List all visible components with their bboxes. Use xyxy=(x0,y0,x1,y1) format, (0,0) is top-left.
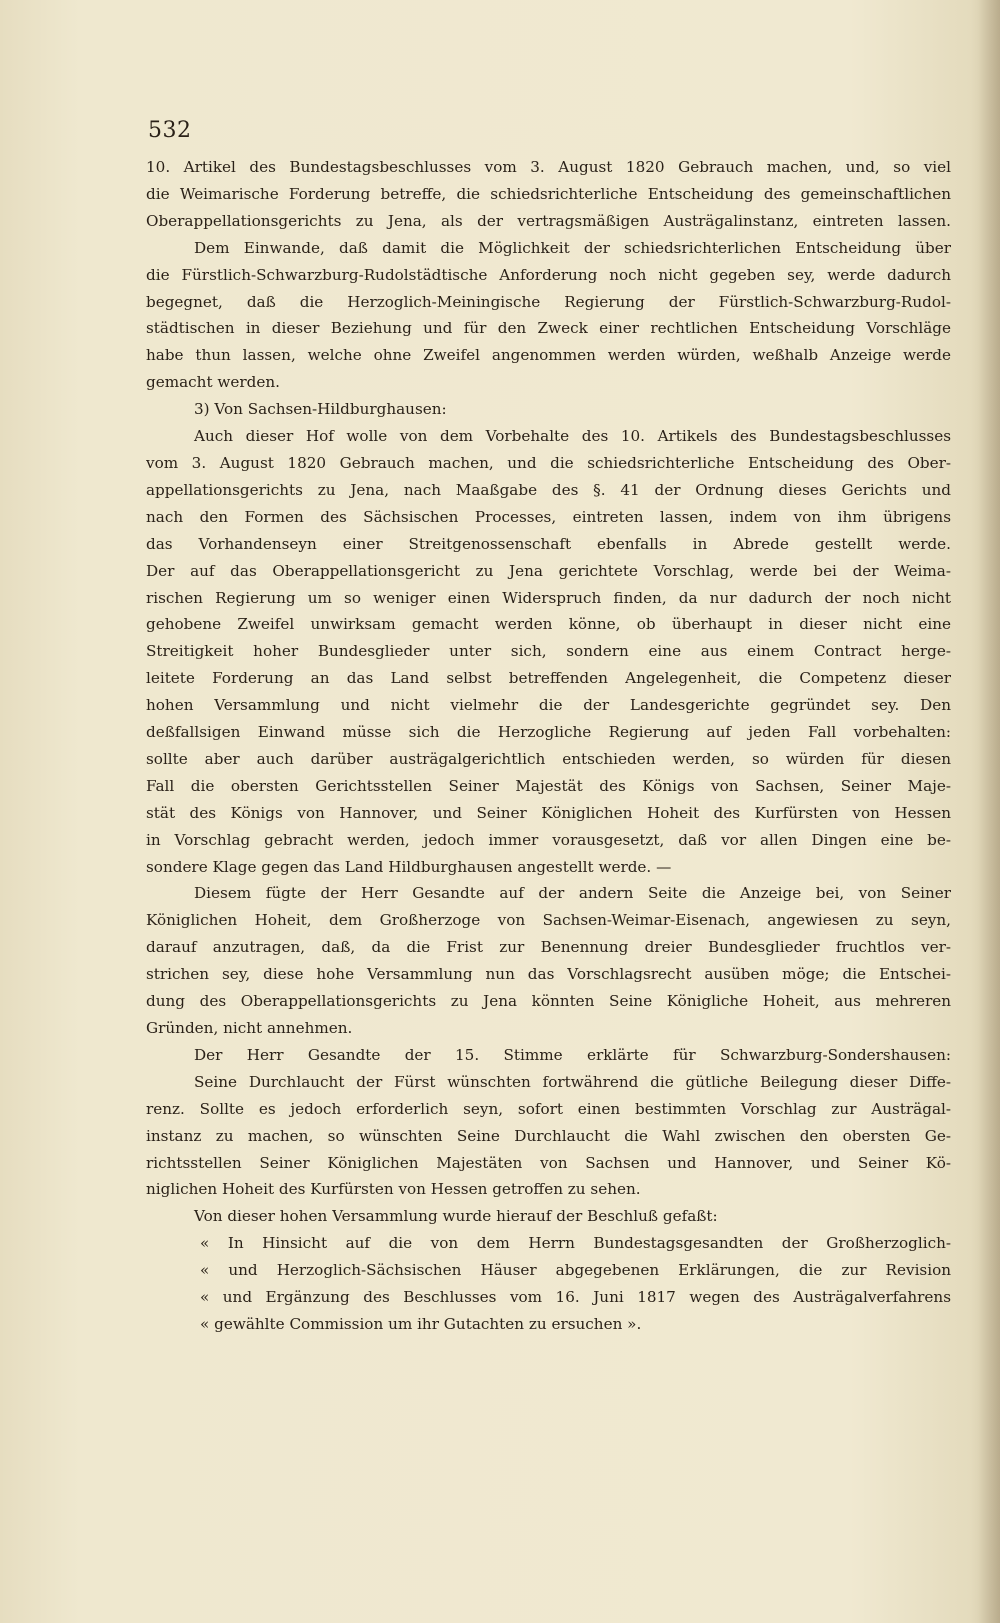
text-line: gemacht werden. xyxy=(146,373,280,392)
text-line: renz. Sollte es jedoch erforderlich seyn, sofort einen bestimmten Vorschlag zur Austrägal- xyxy=(146,1099,951,1118)
text-line: sollte aber auch darüber austrägalgerichtlich entschieden werden, so würden für diesen xyxy=(146,749,951,768)
text-line: Von dieser hohen Versammlung wurde hierauf der Beschluß gefaßt: xyxy=(194,1207,718,1226)
text-line: instanz zu machen, so wünschten Seine Durchlaucht die Wahl zwischen den obersten Ge- xyxy=(146,1126,951,1145)
text-line: Seine Durchlaucht der Fürst wünschten fortwährend die gütliche Beilegung dieser Diffe- xyxy=(194,1072,951,1091)
page-number: 532 xyxy=(148,118,192,143)
text-line: begegnet, daß die Herzoglich-Meiningische Regierung der Fürstlich-Schwarzburg-Rudol- xyxy=(146,292,951,311)
body-text xyxy=(146,154,951,1338)
text-line: Dem Einwande, daß damit die Möglichkeit der schiedsrichterlichen Entscheidung über xyxy=(194,238,951,257)
text-line: in Vorschlag gebracht werden, jedoch immer vorausgesetzt, daß vor allen Dingen eine be- xyxy=(146,830,951,849)
text-line: das Vorhandenseyn einer Streitgenossenschaft ebenfalls in Abrede gestellt werde. xyxy=(146,534,951,553)
text-line: Auch dieser Hof wolle von dem Vorbehalte des 10. Artikels des Bundestagsbeschlusses xyxy=(194,427,951,446)
page-edge-shadow xyxy=(978,0,1000,1623)
text-line: dung des Oberappellationsgerichts zu Jena könnten Seine Königliche Hoheit, aus mehreren xyxy=(146,992,951,1011)
text-line: hohen Versammlung und nicht vielmehr die der Landesgerichte gegründet sey. Den xyxy=(146,696,951,715)
text-line: strichen sey, diese hohe Versammlung nun das Vorschlagsrecht ausüben möge; die Entschei- xyxy=(146,965,951,984)
text-line: Königlichen Hoheit, dem Großherzoge von Sachsen-Weimar-Eisenach, angewiesen zu seyn, xyxy=(146,911,951,930)
text-line: Der auf das Oberappellationsgericht zu Jena gerichtete Vorschlag, werde bei der Weima- xyxy=(146,561,951,580)
text-line: städtischen in dieser Beziehung und für den Zweck einer rechtlichen Entscheidung Vorschläge xyxy=(146,319,951,338)
text-line: rischen Regierung um so weniger einen Widerspruch finden, da nur dadurch der noch nicht xyxy=(146,588,951,607)
text-line: 3) Von Sachsen-Hildburghausen: xyxy=(194,400,447,419)
text-line: leitete Forderung an das Land selbst betreffenden Angelegenheit, die Competenz dieser xyxy=(146,669,951,688)
text-line: vom 3. August 1820 Gebrauch machen, und die schiedsrichterliche Entscheidung des Ober- xyxy=(146,453,951,472)
text-line: niglichen Hoheit des Kurfürsten von Hessen getroffen zu sehen. xyxy=(146,1180,641,1199)
text-line: Fall die obersten Gerichtsstellen Seiner Majestät des Königs von Sachsen, Seiner Maje- xyxy=(146,776,951,795)
text-line: gehobene Zweifel unwirksam gemacht werden könne, ob überhaupt in dieser nicht eine xyxy=(146,615,951,634)
text-line: deßfallsigen Einwand müsse sich die Herzogliche Regierung auf jeden Fall vorbehalten: xyxy=(146,723,951,742)
text-line: Oberappellationsgerichts zu Jena, als der vertragsmäßigen Austrägalinstanz, eintreten lassen. xyxy=(146,211,951,230)
text-line: Streitigkeit hoher Bundesglieder unter sich, sondern eine aus einem Contract herge- xyxy=(146,642,951,661)
text-line: richtsstellen Seiner Königlichen Majestäten von Sachsen und Hannover, und Seiner Kö- xyxy=(146,1153,951,1172)
text-line: habe thun lassen, welche ohne Zweifel angenommen werden würden, weßhalb Anzeige werde xyxy=(146,346,951,365)
text-line: die Weimarische Forderung betreffe, die schiedsrichterliche Entscheidung des gemeinschaftlichen xyxy=(146,184,951,203)
text-line: stät des Königs von Hannover, und Seiner Königlichen Hoheit des Kurfürsten von Hessen xyxy=(146,803,951,822)
text-line: die Fürstlich-Schwarzburg-Rudolstädtische Anforderung noch nicht gegeben sey, werde dadurch xyxy=(146,265,951,284)
text-line: sondere Klage gegen das Land Hildburghausen angestellt werde. — xyxy=(146,857,672,876)
text-line: 10. Artikel des Bundestagsbeschlusses vom 3. August 1820 Gebrauch machen, und, so viel xyxy=(146,158,951,176)
text-line: « gewählte Commission um ihr Gutachten zu ersuchen ». xyxy=(200,1314,642,1333)
text-line: nach den Formen des Sächsischen Processes, eintreten lassen, indem von ihm übrigens xyxy=(146,507,951,526)
text-line: appellationsgerichts zu Jena, nach Maaßgabe des §. 41 der Ordnung dieses Gerichts und xyxy=(146,480,951,499)
text-line: Der Herr Gesandte der 15. Stimme erklärte für Schwarzburg-Sondershausen: xyxy=(194,1045,951,1064)
text-line: darauf anzutragen, daß, da die Frist zur Benennung dreier Bundesglieder fruchtlos ver- xyxy=(146,938,951,957)
text-line: Diesem fügte der Herr Gesandte auf der andern Seite die Anzeige bei, von Seiner xyxy=(194,884,951,903)
text-line: « und Herzoglich-Sächsischen Häuser abgegebenen Erklärungen, die zur Revision xyxy=(200,1261,951,1280)
text-line: Gründen, nicht annehmen. xyxy=(146,1019,353,1037)
text-line: « und Ergänzung des Beschlusses vom 16. Juni 1817 wegen des Austrägalverfahrens xyxy=(200,1288,951,1307)
text-line: « In Hinsicht auf die von dem Herrn Bundestagsgesandten der Großherzoglich- xyxy=(200,1234,951,1253)
